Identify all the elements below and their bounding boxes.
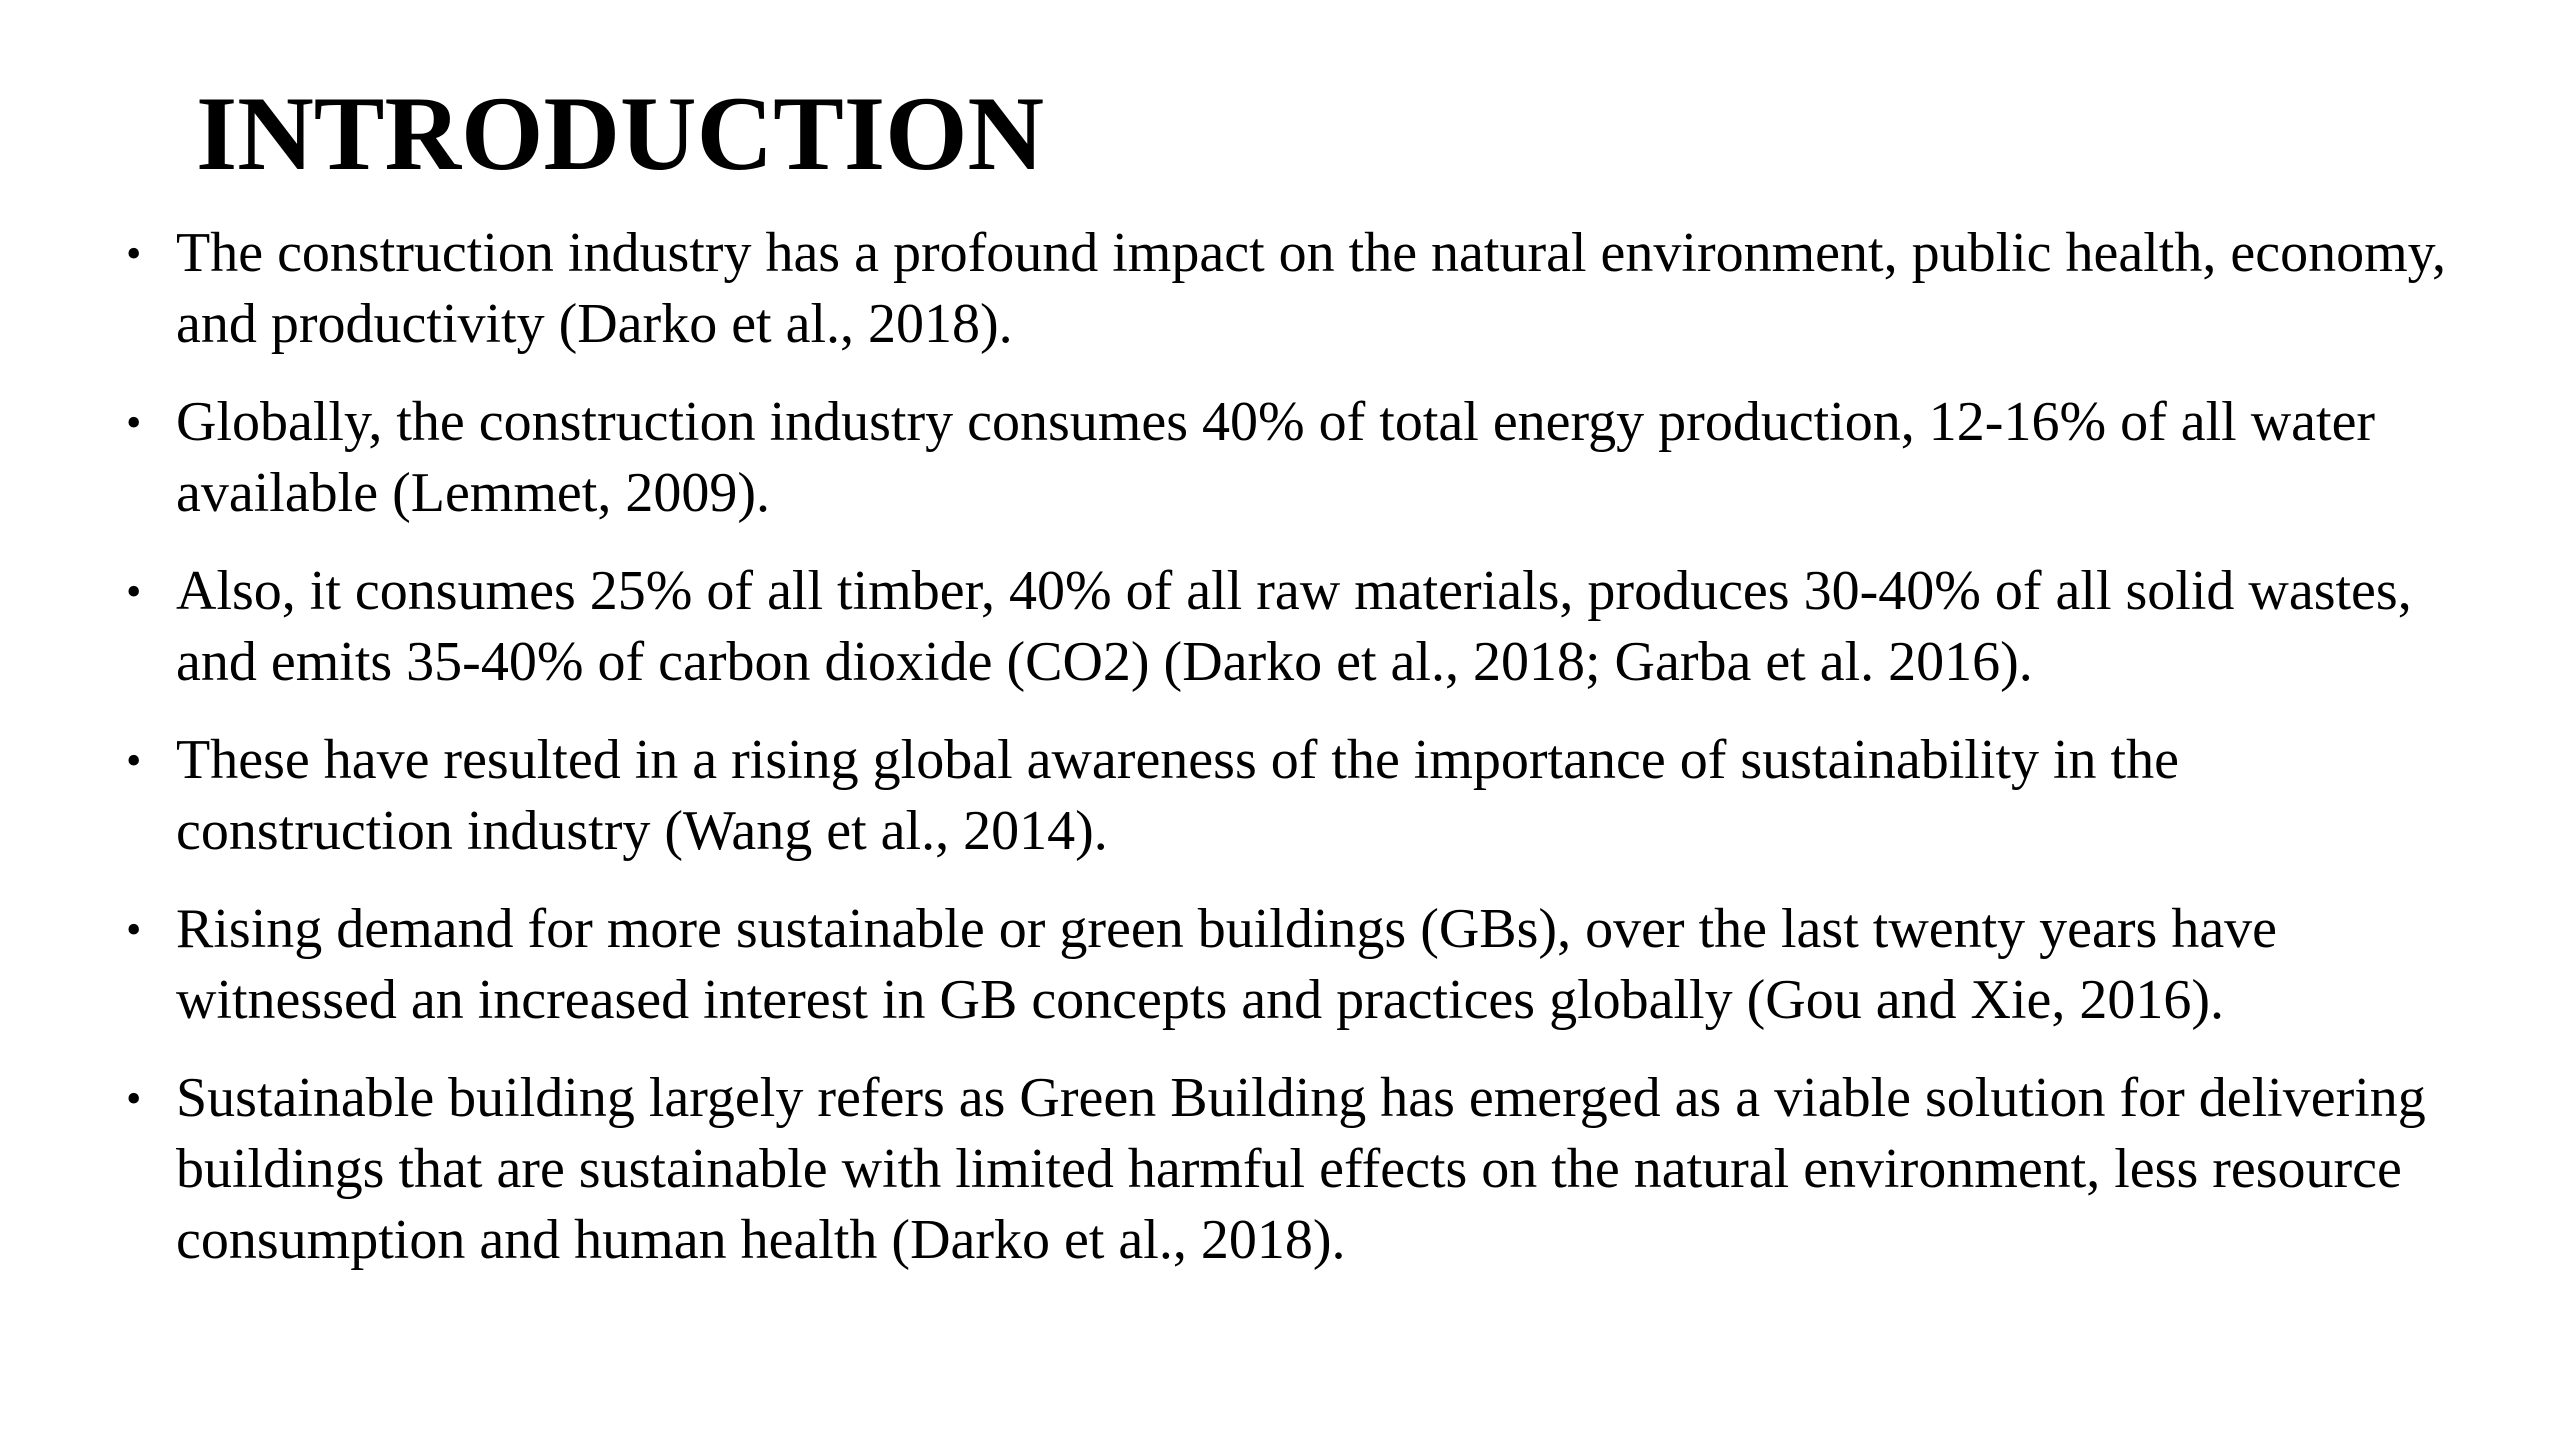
bullet-text: Rising demand for more sustainable or green buildings (GBs), over the last twenty years have witnessed an increased interest in GB concepts and practices globally (Gou and Xie, 2016). [176,898,2278,1031]
bullet-item [126,218,2456,360]
bullet-text: Globally, the construction industry consumes 40% of total energy production, 12-16% of all water available (Lemmet, 2009). [176,391,2376,524]
bullet-item [126,556,2456,698]
bullet-item [126,387,2456,529]
bullet-text: The construction industry has a profound impact on the natural environment, public health, economy, and productivity (Darko et al., 2018). [176,222,2446,355]
bullet-dot-icon: • [126,736,142,785]
bullet-item [126,894,2456,1036]
bullet-dot-icon: • [126,905,142,954]
bullet-item [126,725,2456,867]
bullet-dot-icon: • [126,567,142,616]
bullet-text: Sustainable building largely refers as Green Building has emerged as a viable solution for delivering buildings that are sustainable with limited harmful effects on the natural environment, less resource consumption and human health (Darko et al., 2018). [176,1067,2426,1271]
bullet-text: Also, it consumes 25% of all timber, 40% of all raw materials, produces 30-40% of all solid wastes, and emits 35-40% of carbon dioxide (CO2) (Darko et al., 2018; Garba et al. 2016). [176,560,2412,693]
bullet-dot-icon: • [126,398,142,447]
bullet-dot-icon: • [126,229,142,278]
slide-title: INTRODUCTION [196,75,1045,192]
bullet-list [126,218,2456,1303]
bullet-item [126,1063,2456,1276]
bullet-text: These have resulted in a rising global awareness of the importance of sustainability in the construction industry (Wang et al., 2014). [176,729,2179,862]
bullet-dot-icon: • [126,1074,142,1123]
